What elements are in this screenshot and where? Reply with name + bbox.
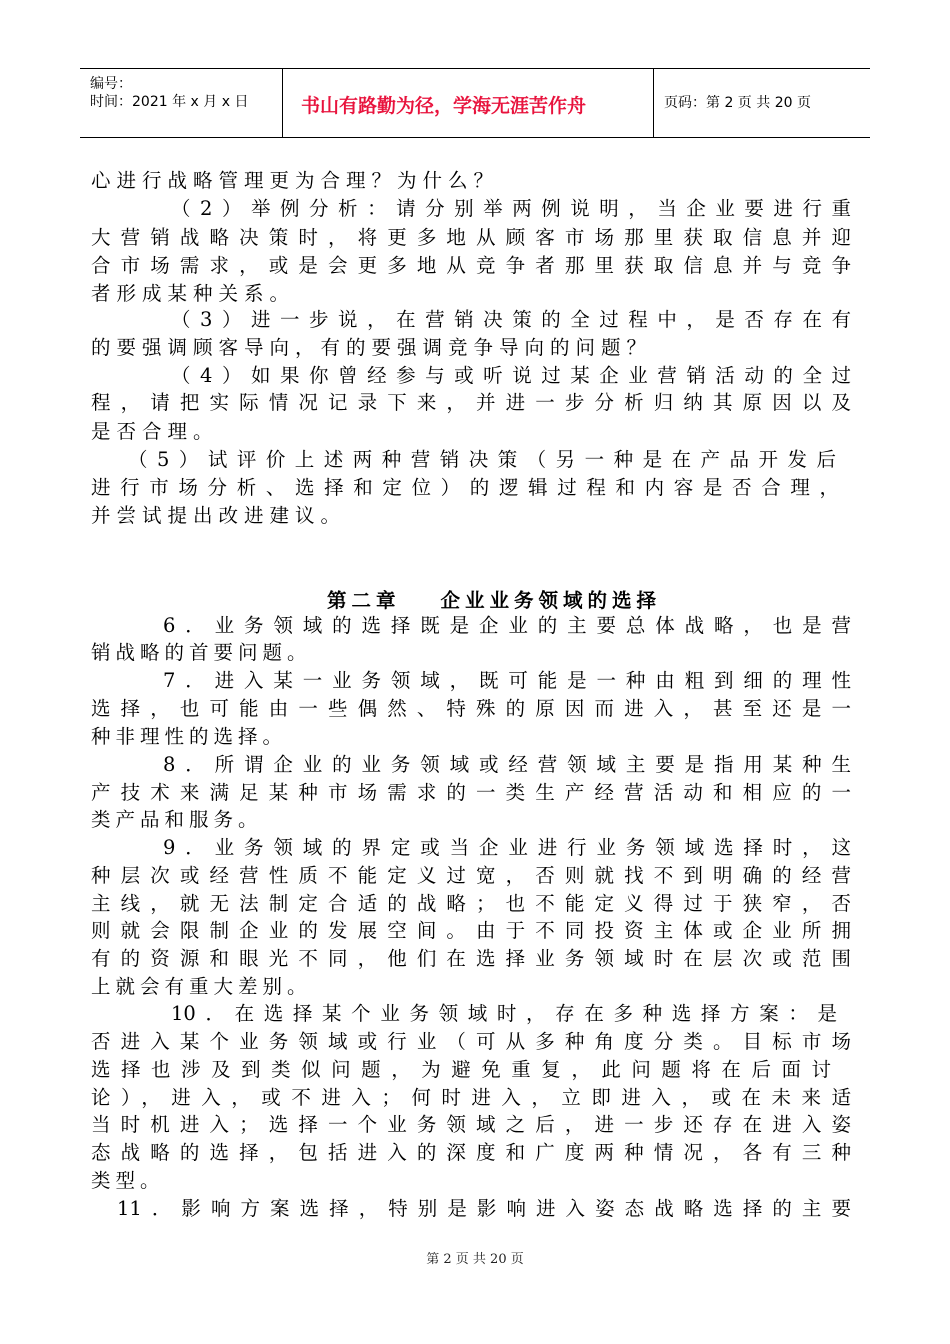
chapter-line: 态战略的选择，包括进入的深度和广度两种情况，各有三种	[91, 1141, 851, 1164]
body-line: 的要强调顾客导向，有的要强调竞争导向的问题？	[91, 336, 653, 359]
page-code: 页码：第 2 页 共 20 页	[664, 95, 811, 111]
chapter-line: 9．业务领域的界定或当企业进行业务领域选择时，这	[163, 836, 851, 859]
chapter-line: 有的资源和眼光不同，他们在选择业务领域时在层次或范围	[91, 947, 851, 970]
chapter-line: 8．所谓企业的业务领域或经营领域主要是指用某种生	[163, 753, 851, 776]
body-line: （2）举例分析：请分别举两例说明，当企业要进行重	[171, 197, 851, 220]
number-label: 编号：	[90, 76, 132, 92]
header-meta-cell	[80, 69, 283, 137]
chapter-line: 论），进入，或不进入；何时进入，立即进入，或在未来适	[91, 1086, 851, 1109]
body-line: （4）如果你曾经参与或听说过某企业营销活动的全过	[171, 364, 851, 387]
body-line: 并尝试提出改进建议。	[91, 504, 347, 527]
chapter-heading	[327, 585, 661, 613]
chapter-line: 类产品和服务。	[91, 808, 263, 831]
chapter-line: 否进入某个业务领域或行业（可从多种角度分类。目标市场	[91, 1030, 851, 1053]
body-line: 者形成某种关系。	[91, 282, 296, 305]
chapter-line: 选择，也可能由一些偶然、特殊的原因而进入，甚至还是一	[91, 697, 851, 720]
chapter-line: 11．影响方案选择，特别是影响进入姿态战略选择的主要	[117, 1197, 851, 1220]
chapter-line: 6．业务领域的选择既是企业的主要总体战略，也是营	[163, 614, 851, 637]
page-footer: 第 2 页 共 20 页	[426, 1252, 524, 1267]
body-line: 大营销战略决策时，将更多地从顾客市场那里获取信息并迎	[91, 226, 851, 249]
chapter-line: 产技术来满足某种市场需求的一类生产经营活动和相应的一	[91, 781, 851, 804]
body-line: 程，请把实际情况记录下来，并进一步分析归纳其原因以及	[91, 391, 851, 414]
body-line: 心进行战略管理更为合理？为什么？	[91, 169, 500, 192]
chapter-line: 类型。	[91, 1169, 165, 1192]
chapter-number: 第二章	[327, 589, 401, 612]
body-line: （3）进一步说，在营销决策的全过程中，是否存在有	[171, 308, 851, 331]
chapter-line: 种非理性的选择。	[91, 725, 288, 748]
chapter-line: 上就会有重大差别。	[91, 975, 312, 998]
motto: 书山有路勤为径，学海无涯苦作舟	[301, 95, 587, 117]
chapter-line: 当时机进入；选择一个业务领域之后，进一步还存在进入姿	[91, 1113, 851, 1136]
header-page-cell	[654, 69, 870, 137]
chapter-line: 选择也涉及到类似问题，为避免重复，此问题将在后面讨	[91, 1058, 831, 1081]
chapter-line: 销战略的首要问题。	[91, 641, 312, 664]
page-header	[80, 68, 870, 138]
body-line: 合市场需求，或是会更多地从竞争者那里获取信息并与竞争	[91, 254, 851, 277]
date-label: 时间：2021 年 x 月 x 日	[90, 94, 249, 110]
chapter-line: 则就会限制企业的发展空间。由于不同投资主体或企业所拥	[91, 919, 851, 942]
chapter-line: 主线，就无法制定合适的战略；也不能定义得过于狭窄，否	[91, 892, 851, 915]
chapter-line: 种层次或经营性质不能定义过宽，否则就找不到明确的经营	[91, 864, 851, 887]
body-line: （5）试评价上述两种营销决策（另一种是在产品开发后	[128, 448, 836, 471]
chapter-line: 10．在选择某个业务领域时，存在多种选择方案：是	[171, 1002, 837, 1025]
chapter-title: 企业业务领域的选择	[440, 589, 662, 612]
body-line: 是否合理。	[91, 420, 219, 443]
header-motto-cell	[283, 69, 654, 137]
body-line: 进行市场分析、选择和定位）的逻辑过程和内容是否合理，	[91, 476, 839, 499]
chapter-line: 7．进入某一业务领域，既可能是一种由粗到细的理性	[163, 669, 851, 692]
